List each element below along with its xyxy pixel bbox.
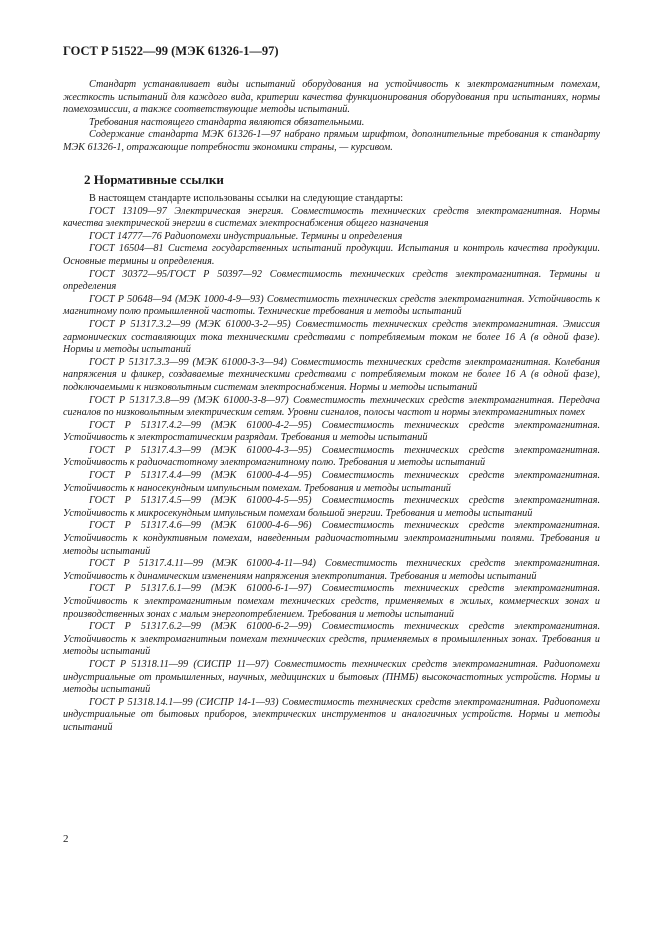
reference-item: ГОСТ Р 51317.4.4—99 (МЭК 61000-4-4—95) Совместимость технических средств электромагнитная. Устойчивость к наносекундным импульсным помехам. Требования и методы испытаний bbox=[63, 470, 600, 494]
intro-paragraph-1: Стандарт устанавливает виды испытаний оборудования на устойчивость к электромагнитным помехам, жесткость испытаний для каждого вида, критерии качества функционирования оборудования при испытаниях, нормы помехоэмиссии, а также соответствующие методы испытаний. bbox=[63, 79, 600, 116]
references-intro: В настоящем стандарте использованы ссылки на следующие стандарты: bbox=[89, 193, 404, 204]
page-header: ГОСТ Р 51522—99 (МЭК 61326-1—97) bbox=[63, 44, 279, 58]
reference-item: ГОСТ Р 51317.4.3—99 (МЭК 61000-4-3—95) Совместимость технических средств электромагнитная. Устойчивость к радиочастотному электромагнитному полю. Требования и методы испытаний bbox=[63, 444, 600, 469]
reference-item: ГОСТ 14777—76 Радиопомехи индустриальные. Термины и определения bbox=[89, 230, 403, 242]
reference-item: ГОСТ Р 51318.14.1—99 (СИСПР 14-1—93) Совместимость технических средств электромагнитная. Радиопомехи индустриальные от бытовых приборов, электрических инструментов и аналогичных устройств. Нормы и методы испытаний bbox=[63, 696, 600, 733]
reference-item: ГОСТ 30372—95/ГОСТ Р 50397—92 Совместимость технических средств электромагнитная. Термины и определения bbox=[63, 268, 600, 293]
reference-item: ГОСТ Р 51317.3.2—99 (МЭК 61000-3-2—95) Совместимость технических средств электромагнитная. Эмиссия гармонических составляющих тока техническими средствами с потребляемым током не более 16 А (в одной фазе). Нормы и методы испытаний bbox=[63, 318, 600, 356]
reference-item: ГОСТ Р 51318.11—99 (СИСПР 11—97) Совместимость технических средств электромагнитная. Радиопомехи индустриальные от промышленных, научных, медицинских и бытовых (ПНМБ) высокочастотных устройств. Нормы и методы испытаний bbox=[63, 658, 600, 696]
reference-item: ГОСТ Р 51317.4.6—99 (МЭК 61000-4-6—96) Совместимость технических средств электромагнитная. Устойчивость к кондуктивным помехам, наведенным радиочастотными электромагнитными полями. Требования и методы испытаний bbox=[63, 520, 600, 557]
reference-item: ГОСТ 13109—97 Электрическая энергия. Совместимость технических средств электромагнитная. Нормы качества электрической энергии в системах электроснабжения общего назначения bbox=[63, 205, 600, 230]
reference-item: ГОСТ Р 51317.3.8—99 (МЭК 61000-3-8—97) Совместимость технических средств электромагнитная. Передача сигналов по низковольтным электрическим сетям. Уровни сигналов, полосы частот и нормы электромагнитных помех bbox=[63, 394, 600, 419]
reference-item: ГОСТ Р 50648—94 (МЭК 1000-4-9—93) Совместимость технических средств электромагнитная. Устойчивость к магнитному полю промышленной частоты. Технические требования и методы испытаний bbox=[63, 293, 600, 318]
reference-item: ГОСТ Р 51317.6.1—99 (МЭК 61000-6-1—97) Совместимость технических средств электромагнитная. Устойчивость к электромагнитным помехам технических средств, применяемых в жилых, коммерческих зонах и производственных зонах с малым энергопотреблением. Требования и методы испытаний bbox=[63, 583, 600, 620]
reference-item: ГОСТ Р 51317.4.11—99 (МЭК 61000-4-11—94) Совместимость технических средств электромагнитная. Устойчивость к динамическим изменениям напряжения электропитания. Требования и методы испытаний bbox=[63, 558, 600, 582]
reference-item: ГОСТ Р 51317.6.2—99 (МЭК 61000-6-2—99) Совместимость технических средств электромагнитная. Устойчивость к электромагнитным помехам технических средств, применяемых в промышленных зонах. Требования и методы испытаний bbox=[63, 621, 600, 658]
reference-item: ГОСТ 16504—81 Система государственных испытаний продукции. Испытания и контроль качества продукции. Основные термины и определения. bbox=[63, 243, 600, 267]
references-list bbox=[63, 193, 600, 735]
intro-paragraph-2: Требования настоящего стандарта являются обязательными. bbox=[89, 116, 365, 128]
intro-block bbox=[63, 79, 600, 155]
reference-item: ГОСТ Р 51317.4.2—99 (МЭК 61000-4-2—95) Совместимость технических средств электромагнитная. Устойчивость к электростатическим разрядам. Требования и методы испытаний bbox=[63, 419, 600, 444]
intro-paragraph-3: Содержание стандарта МЭК 61326-1—97 набрано прямым шрифтом, дополнительные требования к стандарту МЭК 61326-1, отражающие потребности экономики страны, — курсивом. bbox=[63, 129, 600, 153]
reference-item: ГОСТ Р 51317.4.5—99 (МЭК 61000-4-5—95) Совместимость технических средств электромагнитная. Устойчивость к микросекундным импульсным помехам большой энергии. Требования и методы испытаний bbox=[63, 495, 600, 519]
page-number: 2 bbox=[63, 833, 69, 845]
section-title: 2 Нормативные ссылки bbox=[84, 172, 224, 187]
reference-item: ГОСТ Р 51317.3.3—99 (МЭК 61000-3-3—94) Совместимость технических средств электромагнитная. Колебания напряжения и фликер, создаваемые техническими средствами с потребляемым током не более 16 А (в одной фазе), подключаемыми к низковольтным системам электроснабжения. Нормы и методы испытаний bbox=[63, 356, 600, 393]
